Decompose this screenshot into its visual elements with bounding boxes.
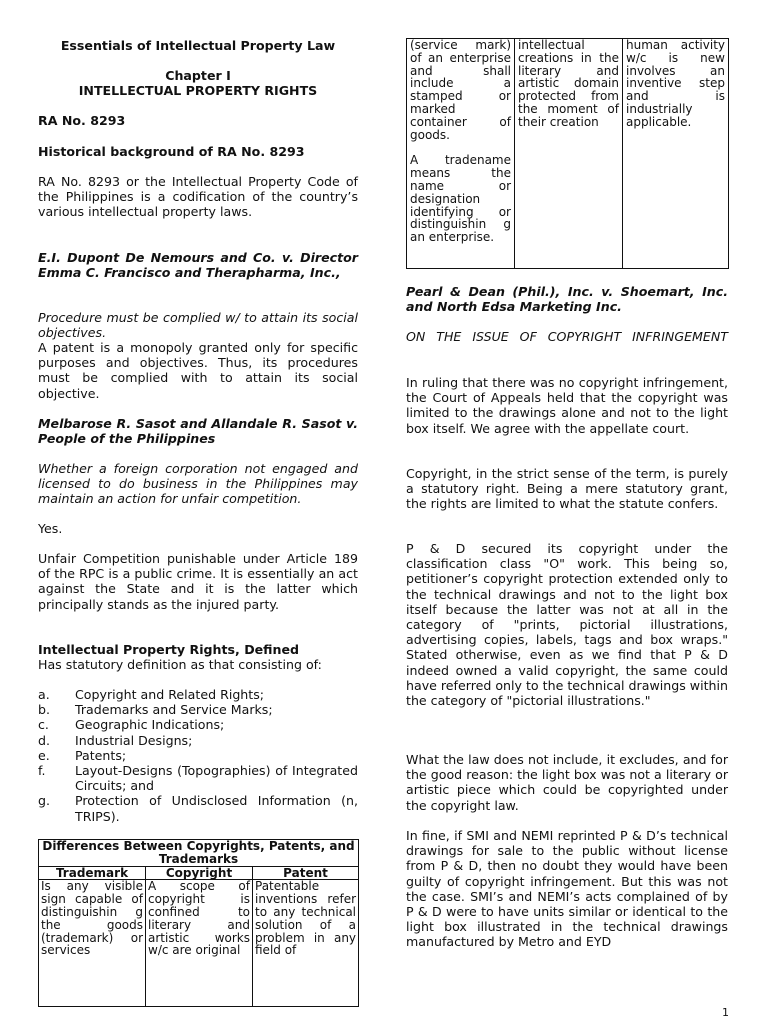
case1-title: E.I. Dupont De Nemours and Co. v. Director Emma C. Francisco and Therapharma, Inc.,	[38, 250, 358, 281]
table-cell-trademark: Is any visible sign capable of distinguishin g the goods (trademark) or services	[39, 880, 146, 1007]
list-marker: c.	[38, 717, 49, 733]
case3-paragraph-4: What the law does not include, it excludes, and for the good reason: the light box was not a literary or artistic piece which could be copyrighted under the copyright law.	[406, 752, 728, 813]
tradename-definition: A tradename means the name or designation identifying or distinguishin g an enterprise.	[410, 153, 511, 245]
list-item-text: Industrial Designs;	[75, 732, 193, 748]
list-item-text: Protection of Undisclosed Information (n, TRIPS).	[75, 793, 358, 824]
list-item-text: Geographic Indications;	[75, 717, 225, 733]
differences-table-continued	[406, 38, 729, 269]
table-header-trademark: Trademark	[39, 866, 146, 880]
ipr-heading: Intellectual Property Rights, Defined	[38, 642, 300, 657]
ipr-list-item	[38, 793, 358, 823]
list-item-text: Trademarks and Service Marks;	[75, 702, 273, 718]
table-cont-trademark	[407, 39, 515, 269]
chapter-title: INTELLECTUAL PROPERTY RIGHTS	[78, 83, 318, 98]
page-number: 1	[722, 1006, 729, 1019]
table-cont-patent: human activity w/c is new involves an inventive step and is industrially applicable.	[623, 39, 729, 269]
historical-text: RA No. 8293 or the Intellectual Property Code of the Philippines is a codification of the country’s various intellectual property laws.	[38, 174, 358, 220]
list-marker: e.	[38, 747, 50, 763]
differences-table	[38, 839, 359, 1007]
table-cell-patent: Patentable inventions refer to any technical solution of a problem in any field of	[253, 880, 359, 1007]
case3-paragraph-1: In ruling that there was no copyright infringement, the Court of Appeals held that the copyright was limited to the drawings alone and not to the light box itself. We agree with the appellate court.	[406, 375, 728, 436]
ipr-list-item	[38, 702, 358, 717]
ra-number-heading: RA No. 8293	[38, 113, 126, 128]
chapter-label: Chapter I	[165, 68, 231, 83]
case1-text: A patent is a monopoly granted only for specific purposes and objectives. Thus, its procedures must be complied with to attain its social objective.	[38, 340, 358, 401]
ipr-list-item	[38, 717, 358, 732]
case2-question: Whether a foreign corporation not engaged and licensed to do business in the Philippines may maintain an action for unfair competition.	[38, 461, 358, 507]
document-title: Essentials of Intellectual Property Law	[60, 38, 336, 53]
case2-answer: Yes.	[38, 521, 63, 536]
table-cell-copyright: A scope of copyright is confined to literary and artistic works w/c are original	[146, 880, 253, 1007]
case2-title: Melbarose R. Sasot and Allandale R. Sasot v. People of the Philippines	[38, 416, 358, 447]
case2-text: Unfair Competition punishable under Article 189 of the RPC is a public crime. It is essentially an act against the State and it is the latter which principally stands as the injured party.	[38, 551, 358, 612]
case3-paragraph-2: Copyright, in the strict sense of the term, is purely a statutory right. Being a mere statutory grant, the rights are limited to what the statute confers.	[406, 466, 728, 512]
table-header-copyright: Copyright	[146, 866, 253, 880]
list-item-text: Copyright and Related Rights;	[75, 687, 265, 702]
case3-issue: ON THE ISSUE OF COPYRIGHT INFRINGEMENT	[406, 329, 728, 344]
table-caption: Differences Between Copyrights, Patents, and Trademarks	[39, 840, 359, 867]
list-marker: f.	[38, 763, 46, 779]
historical-heading: Historical background of RA No. 8293	[38, 144, 305, 159]
table-header-patent: Patent	[253, 866, 359, 880]
ipr-list-item	[38, 733, 358, 748]
ipr-list-item	[38, 763, 358, 793]
list-item-text: Layout-Designs (Topographies) of Integrated Circuits; and	[75, 763, 358, 794]
list-marker: b.	[38, 702, 50, 718]
case1-doctrine: Procedure must be complied w/ to attain its social objectives.	[38, 310, 358, 341]
ipr-list-item	[38, 687, 358, 702]
case3-title: Pearl & Dean (Phil.), Inc. v. Shoemart, Inc. and North Edsa Marketing Inc.	[406, 284, 728, 315]
table-cont-copyright: intellectual creations in the literary and artistic domain protected from the moment of their creation	[515, 39, 623, 269]
list-marker: g.	[38, 793, 50, 809]
case3-paragraph-3: P & D secured its copyright under the classification class "O" work. This being so, petitioner’s copyright protection extended only to the technical drawings and not to the light box itself because the latter was not at all in the category of "prints, pictorial illustrations, advertising copies, labels, tags and box wraps." Stated otherwise, even as we find that P & D indeed owned a valid copyright, the same could have referred only to the technical drawings within the category of "pictorial illustrations."	[406, 541, 728, 709]
ipr-list-item	[38, 748, 358, 763]
list-marker: a.	[38, 687, 50, 702]
list-marker: d.	[38, 732, 50, 748]
ipr-intro: Has statutory definition as that consisting of:	[38, 657, 322, 672]
trademark-continued-text: (service mark) of an enterprise and shall include a stamped or marked container of goods.	[410, 38, 511, 142]
list-item-text: Patents;	[75, 747, 127, 763]
ipr-list	[38, 687, 358, 824]
case3-paragraph-5: In fine, if SMI and NEMI reprinted P & D’s technical drawings for sale to the public without license from P & D, then no doubt they would have been guilty of copyright infringement. But this was not the case. SMI’s and NEMI’s acts complained of by P & D were to have units similar or identical to the light box illustrated in the technical drawings manufactured by Metro and EYD	[406, 828, 728, 950]
